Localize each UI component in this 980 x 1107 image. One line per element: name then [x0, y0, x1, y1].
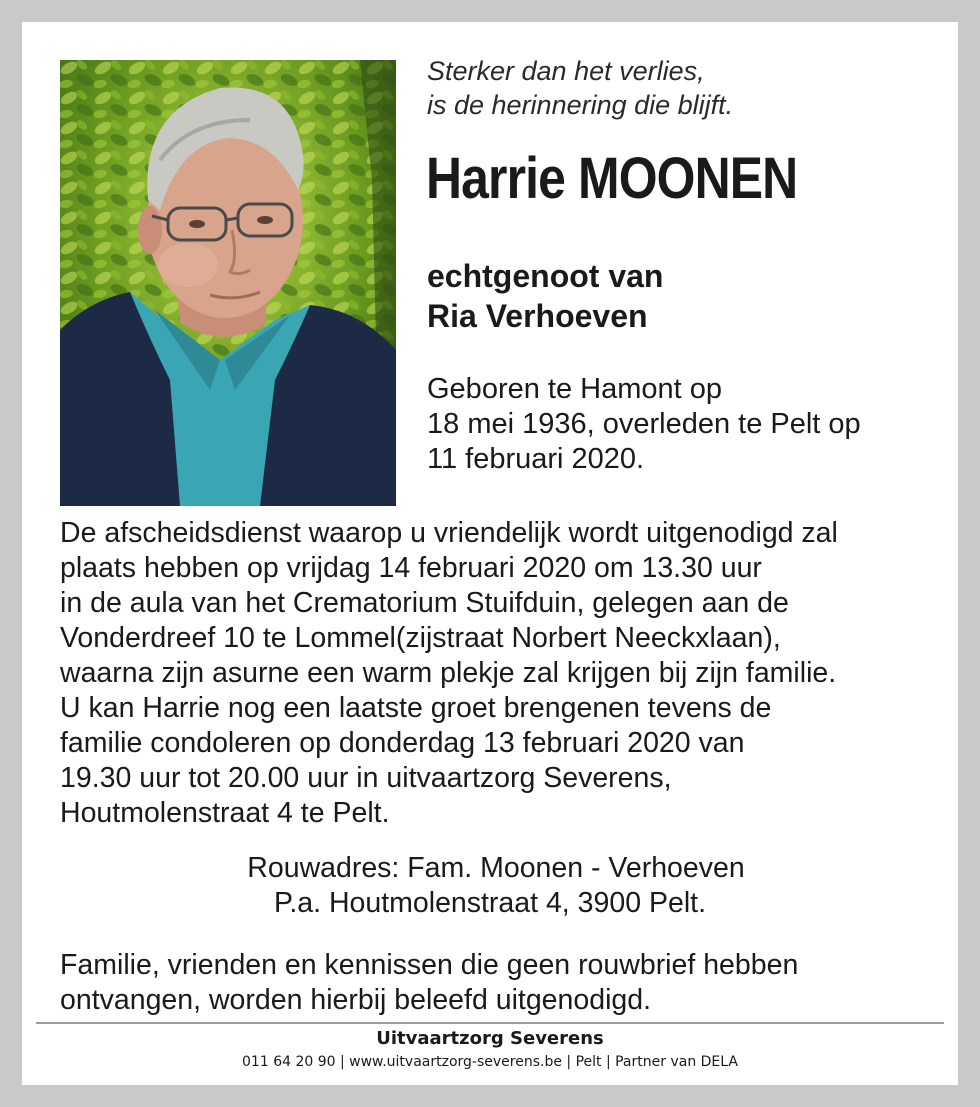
spouse-info — [427, 256, 663, 336]
quote-line: is de herinnering die blijft. — [427, 90, 734, 120]
obituary-card — [22, 22, 958, 1085]
invite-line: ontvangen, worden hierbij beleefd uitgenodigd. — [60, 984, 652, 1016]
service-line: familie condoleren op donderdag 13 februari 2020 van — [60, 727, 745, 759]
birth-death-info — [427, 372, 861, 477]
birth-line: Geboren te Hamont op — [427, 373, 723, 405]
service-line: in de aula van het Crematorium Stuifduin, gelegen aan de — [60, 587, 789, 619]
address-line: Rouwadres: Fam. Moonen - Verhoeven — [247, 852, 745, 884]
quote-line: Sterker dan het verlies, — [427, 56, 705, 86]
portrait-illustration — [60, 60, 396, 506]
service-announcement — [60, 516, 838, 831]
funeral-home-name: Uitvaartzorg Severens — [376, 1028, 604, 1049]
memorial-quote — [427, 54, 733, 122]
service-line: waarna zijn asurne een warm plekje zal krijgen bij zijn familie. — [60, 657, 837, 689]
mourning-address — [22, 851, 958, 921]
deceased-name: Harrie MOONEN — [426, 146, 798, 211]
service-line: 19.30 uur tot 20.00 uur in uitvaartzorg Severens, — [60, 762, 672, 794]
address-line: P.a. Houtmolenstraat 4, 3900 Pelt. — [274, 887, 706, 919]
spouse-line: Ria Verhoeven — [427, 298, 648, 334]
general-invitation — [60, 948, 798, 1018]
service-line: Vonderdreef 10 te Lommel(zijstraat Norbert Neeckxlaan), — [60, 622, 781, 654]
footer-divider — [36, 1022, 944, 1024]
birth-line: 11 februari 2020. — [427, 443, 645, 475]
service-line: U kan Harrie nog een laatste groet brengenen tevens de — [60, 692, 772, 724]
service-line: plaats hebben op vrijdag 14 februari 2020 om 13.30 uur — [60, 552, 762, 584]
spouse-line: echtgenoot van — [427, 258, 664, 294]
funeral-home-contact: 011 64 20 90 | www.uitvaartzorg-severens.be | Pelt | Partner van DELA — [242, 1054, 738, 1070]
invite-line: Familie, vrienden en kennissen die geen rouwbrief hebben — [60, 949, 799, 981]
service-line: De afscheidsdienst waarop u vriendelijk wordt uitgenodigd zal — [60, 517, 838, 549]
birth-line: 18 mei 1936, overleden te Pelt op — [427, 408, 861, 440]
portrait-photo — [60, 60, 396, 506]
service-line: Houtmolenstraat 4 te Pelt. — [60, 797, 390, 829]
